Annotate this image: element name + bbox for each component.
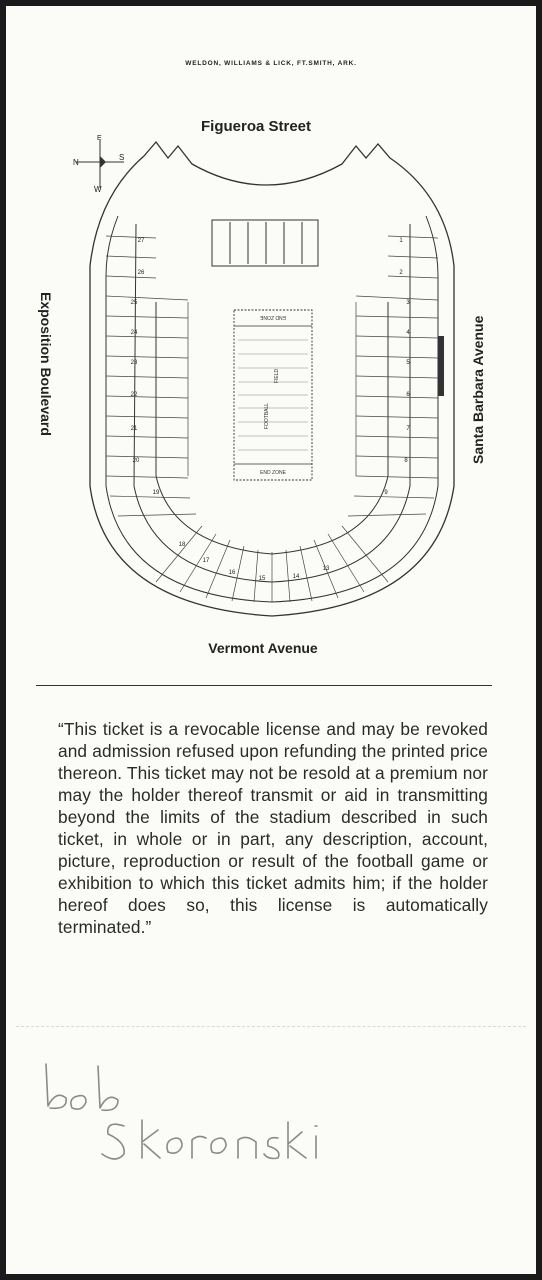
handwritten-signature <box>6 1046 536 1266</box>
printer-imprint: WELDON, WILLIAMS & LICK, FT.SMITH, ARK. <box>185 60 357 67</box>
press-box-dividers <box>230 222 302 264</box>
section-number: 19 <box>152 490 160 496</box>
compass-n: N <box>73 158 79 167</box>
section-number: 20 <box>132 458 140 464</box>
bottom-seat-wedges <box>156 526 388 602</box>
end-zone-label-bottom: END ZONE <box>260 470 286 476</box>
compass-w: W <box>94 185 102 194</box>
street-label-santa-barbara: Santa Barbara Avenue <box>470 315 486 464</box>
end-zone-label-top: END ZONE <box>260 314 286 320</box>
left-seat-rows <box>106 236 196 516</box>
section-number: 7 <box>406 426 410 432</box>
street-label-exposition: Exposition Boulevard <box>38 292 54 436</box>
stadium-middle-ring <box>134 224 410 582</box>
perforation-line <box>16 1026 526 1027</box>
stadium-outer-wall <box>90 142 454 616</box>
compass-e: E <box>97 135 102 142</box>
section-number: 3 <box>406 300 410 306</box>
right-seat-rows <box>348 236 438 516</box>
section-number: 14 <box>292 574 300 580</box>
section-number: 23 <box>130 360 138 366</box>
divider-line <box>36 685 492 686</box>
street-label-vermont: Vermont Avenue <box>208 640 318 656</box>
section-number: 18 <box>178 542 186 548</box>
street-label-figueroa: Figueroa Street <box>200 118 312 135</box>
section-number: 22 <box>130 392 138 398</box>
yard-lines <box>238 340 308 450</box>
section-number: 21 <box>130 426 138 432</box>
license-terms-text: “This ticket is a revocable license and may be revoked and admission refused upon refunding the printed price thereon. This ticket may not be resold at a premium nor may the holder thereof transmit or aid in transmitting beyond the limits of the stadium described in such ticket, in whole or in part, any description, account, picture, reproduction or result of the football game or exhibition to which this ticket admits him; if the holder hereof does so, this license is automatically terminated.” <box>58 719 488 937</box>
section-number: 27 <box>137 238 145 244</box>
section-numbers-bottom <box>179 542 330 582</box>
compass-s: S <box>119 153 125 162</box>
section-number: 1 <box>399 238 403 244</box>
section-number: 8 <box>404 458 408 464</box>
field-label-football: FOOTBALL <box>264 402 270 430</box>
section-number: 16 <box>228 570 236 576</box>
section-number: 6 <box>406 392 410 398</box>
gate-marker <box>438 336 444 396</box>
section-number: 15 <box>258 576 266 582</box>
stadium-seating-map <box>6 6 536 706</box>
section-number: 25 <box>130 300 138 306</box>
compass-rose <box>70 134 130 194</box>
section-number: 4 <box>406 330 410 336</box>
section-number: 24 <box>130 330 138 336</box>
field-label-field: FIELD <box>274 368 280 384</box>
section-number: 17 <box>202 558 210 564</box>
ticket <box>6 6 536 1274</box>
section-number: 5 <box>406 360 410 366</box>
section-number: 26 <box>137 270 145 276</box>
section-number: 13 <box>322 566 330 572</box>
section-number: 9 <box>384 490 388 496</box>
section-number: 2 <box>399 270 403 276</box>
